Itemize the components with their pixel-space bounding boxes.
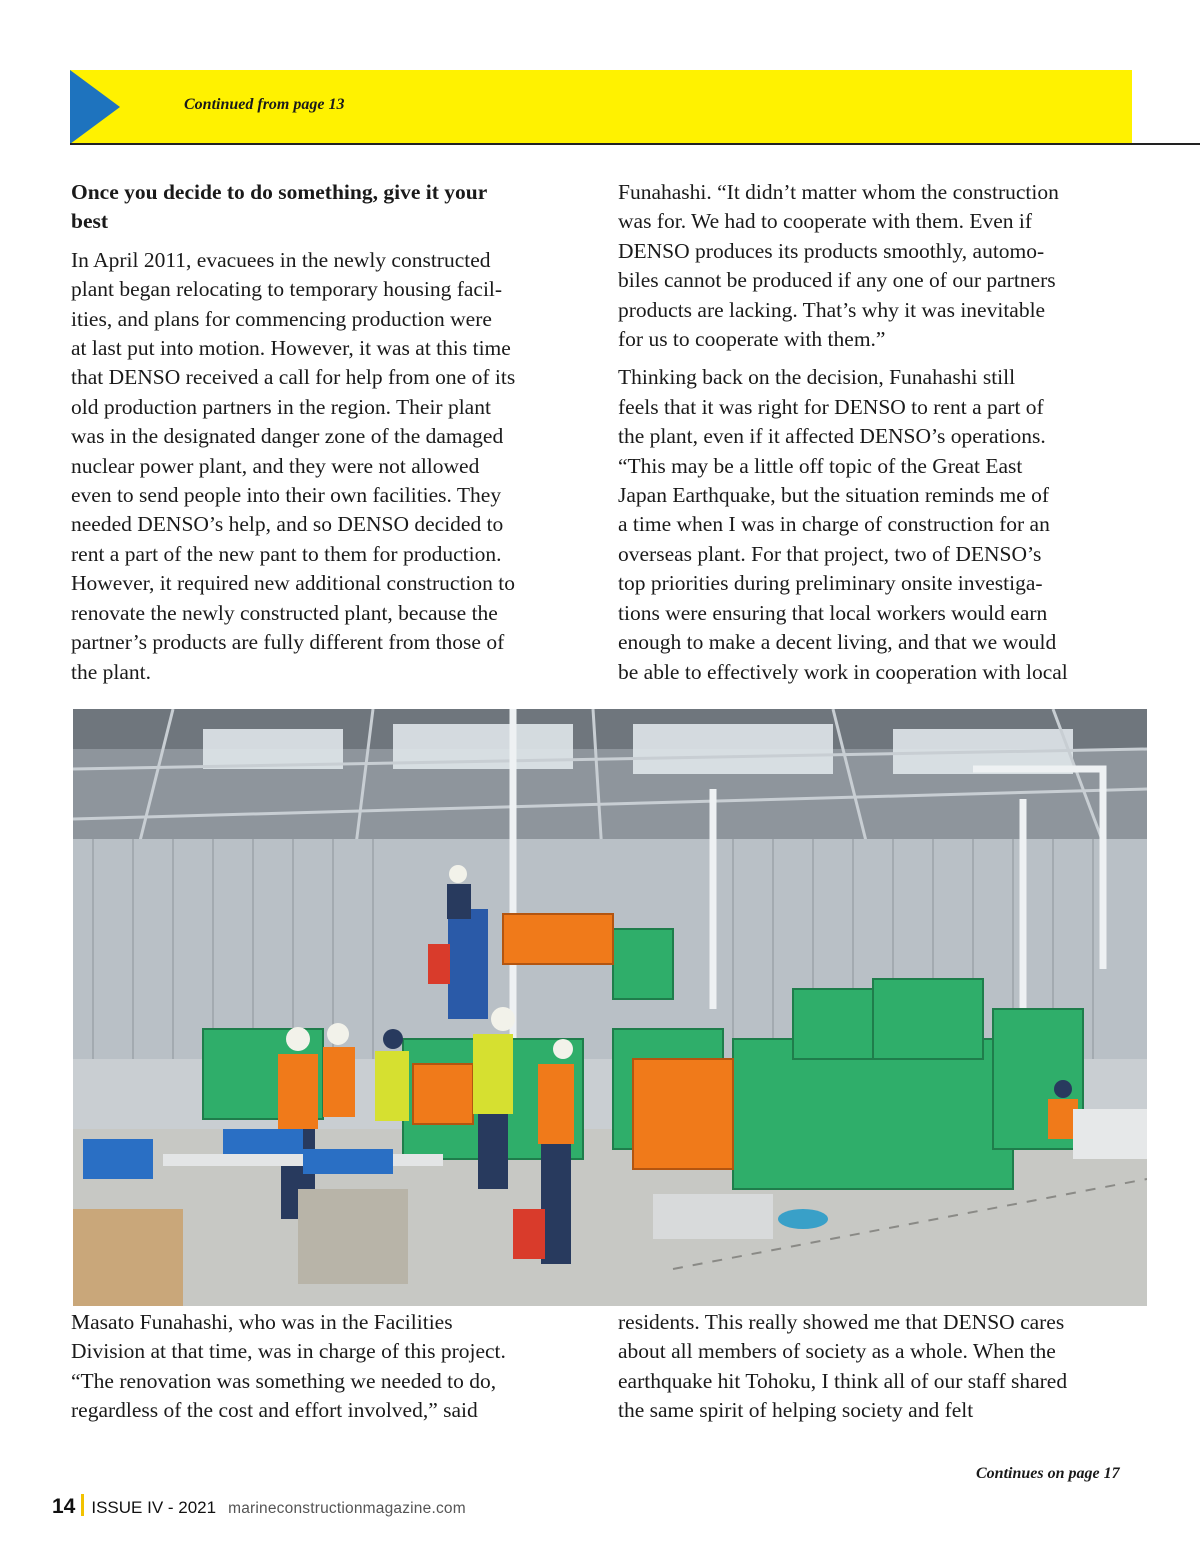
subhead-line: best [71,209,109,234]
text-line: In April 2011, evacuees in the newly constructed [71,247,491,272]
body-paragraph [71,1308,581,1426]
text-line: Masato Funahashi, who was in the Facilities [71,1310,453,1334]
right-column-top [618,178,1138,687]
text-line: Japan Earthquake, but the situation reminds me of [618,483,1050,508]
issue-label: ISSUE IV - 2021 [91,1498,217,1517]
text-line: partner’s products are fully different from those of [71,630,505,655]
right-column-bottom [618,1308,1138,1426]
text-line: enough to make a decent living, and that we would [618,630,1057,655]
text-line: “The renovation was something we needed to do, [71,1368,497,1393]
text-line: top priorities during preliminary onsite investiga- [618,571,1043,596]
text-line: Division at that time, was in charge of this project. [71,1339,506,1364]
text-line: overseas plant. For that project, two of DENSO’s [618,541,1042,566]
text-line: ities, and plans for commencing production were [71,306,492,331]
text-line: residents. This really showed me that DENSO cares [618,1310,1065,1334]
text-line: a time when I was in charge of construction for an [618,512,1050,537]
text-line: “This may be a little off topic of the Great East [618,453,1023,478]
subhead-line: Once you decide to do something, give it your [71,180,488,204]
page-footer [52,1491,466,1519]
continues-on-label: Continues on page 17 [976,1465,1120,1482]
text-line: about all members of society as a whole. When the [618,1339,1056,1364]
text-line: rent a part of the new pant to them for production. [71,541,502,566]
header-rule [70,143,1200,145]
text-line: regardless of the cost and effort involved,” said [71,1398,478,1423]
text-line: at last put into motion. However, it was at this time [71,336,511,361]
body-paragraph [618,178,1138,354]
header-arrow-icon [70,70,120,144]
text-line: However, it required new additional construction to [71,571,515,596]
text-line: was for. We had to cooperate with them. Even if [618,209,1033,234]
text-line: needed DENSO’s help, and so DENSO decided to [71,512,504,537]
text-line: be able to effectively work in cooperation with local [618,659,1068,684]
text-line: that DENSO received a call for help from one of its [71,365,516,390]
text-line: even to send people into their own facilities. They [71,483,502,508]
factory-floor-photo [73,709,1147,1306]
text-line: products are lacking. That’s why it was inevitable [618,297,1046,322]
page-number: 14 [52,1495,76,1518]
text-line: DENSO produces its products smoothly, automo- [618,238,1045,263]
site-url-link[interactable]: marineconstructionmagazine.com [228,1500,466,1517]
text-line: the plant, even if it affected DENSO’s operations. [618,424,1046,449]
section-subhead [71,178,581,237]
text-line: biles cannot be produced if any one of our partners [618,268,1056,293]
continued-from-label: Continued from page 13 [184,96,345,113]
text-line: renovate the newly constructed plant, because the [71,600,498,625]
text-line: the plant. [71,659,152,684]
text-line: the same spirit of helping society and felt [618,1398,974,1423]
text-line: plant began relocating to temporary housing facil- [71,277,503,302]
text-line: earthquake hit Tohoku, I think all of our staff shared [618,1368,1068,1393]
left-column-bottom [71,1308,581,1426]
footer-separator [81,1494,84,1516]
text-line: Thinking back on the decision, Funahashi still [618,365,1016,390]
left-column-top [71,178,581,687]
body-paragraph [618,1308,1138,1426]
text-line: Funahashi. “It didn’t matter whom the construction [618,180,1059,204]
text-line: was in the designated danger zone of the damaged [71,424,504,449]
text-line: old production partners in the region. Their plant [71,394,491,419]
text-line: tions were ensuring that local workers would earn [618,600,1048,625]
text-line: feels that it was right for DENSO to rent a part of [618,394,1044,419]
body-paragraph [618,363,1138,686]
text-line: nuclear power plant, and they were not allowed [71,453,480,478]
text-line: for us to cooperate with them.” [618,327,886,352]
body-paragraph [71,246,581,687]
